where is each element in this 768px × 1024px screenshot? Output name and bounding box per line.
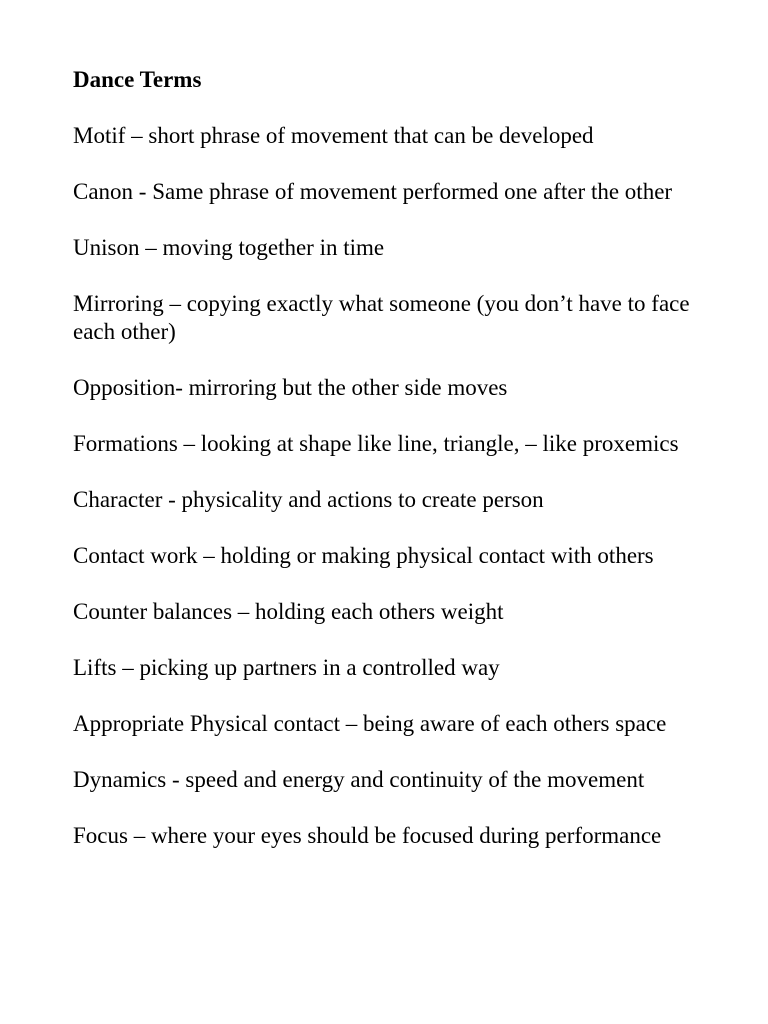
term-unison: Unison – moving together in time: [73, 235, 385, 260]
term-dynamics: Dynamics - speed and energy and continuity of the movement: [73, 767, 645, 792]
term-lifts: Lifts – picking up partners in a controlled way: [73, 655, 500, 680]
term-formations: Formations – looking at shape like line, triangle, – like proxemics: [73, 431, 679, 456]
term-canon: Canon - Same phrase of movement performed one after the other: [73, 179, 673, 204]
term-focus: Focus – where your eyes should be focused during performance: [73, 823, 662, 848]
term-mirroring: Mirroring – copying exactly what someone (you don’t have to face each other): [73, 291, 690, 344]
term-contact-work: Contact work – holding or making physical contact with others: [73, 543, 654, 568]
document-title: Dance Terms: [73, 67, 202, 92]
term-opposition: Opposition- mirroring but the other side moves: [73, 375, 508, 400]
document-page: [73, 66, 733, 878]
term-character: Character - physicality and actions to create person: [73, 487, 544, 512]
term-appropriate-physical-contact: Appropriate Physical contact – being aware of each others space: [73, 711, 667, 736]
term-counter-balances: Counter balances – holding each others weight: [73, 599, 504, 624]
term-motif: Motif – short phrase of movement that can be developed: [73, 123, 594, 148]
